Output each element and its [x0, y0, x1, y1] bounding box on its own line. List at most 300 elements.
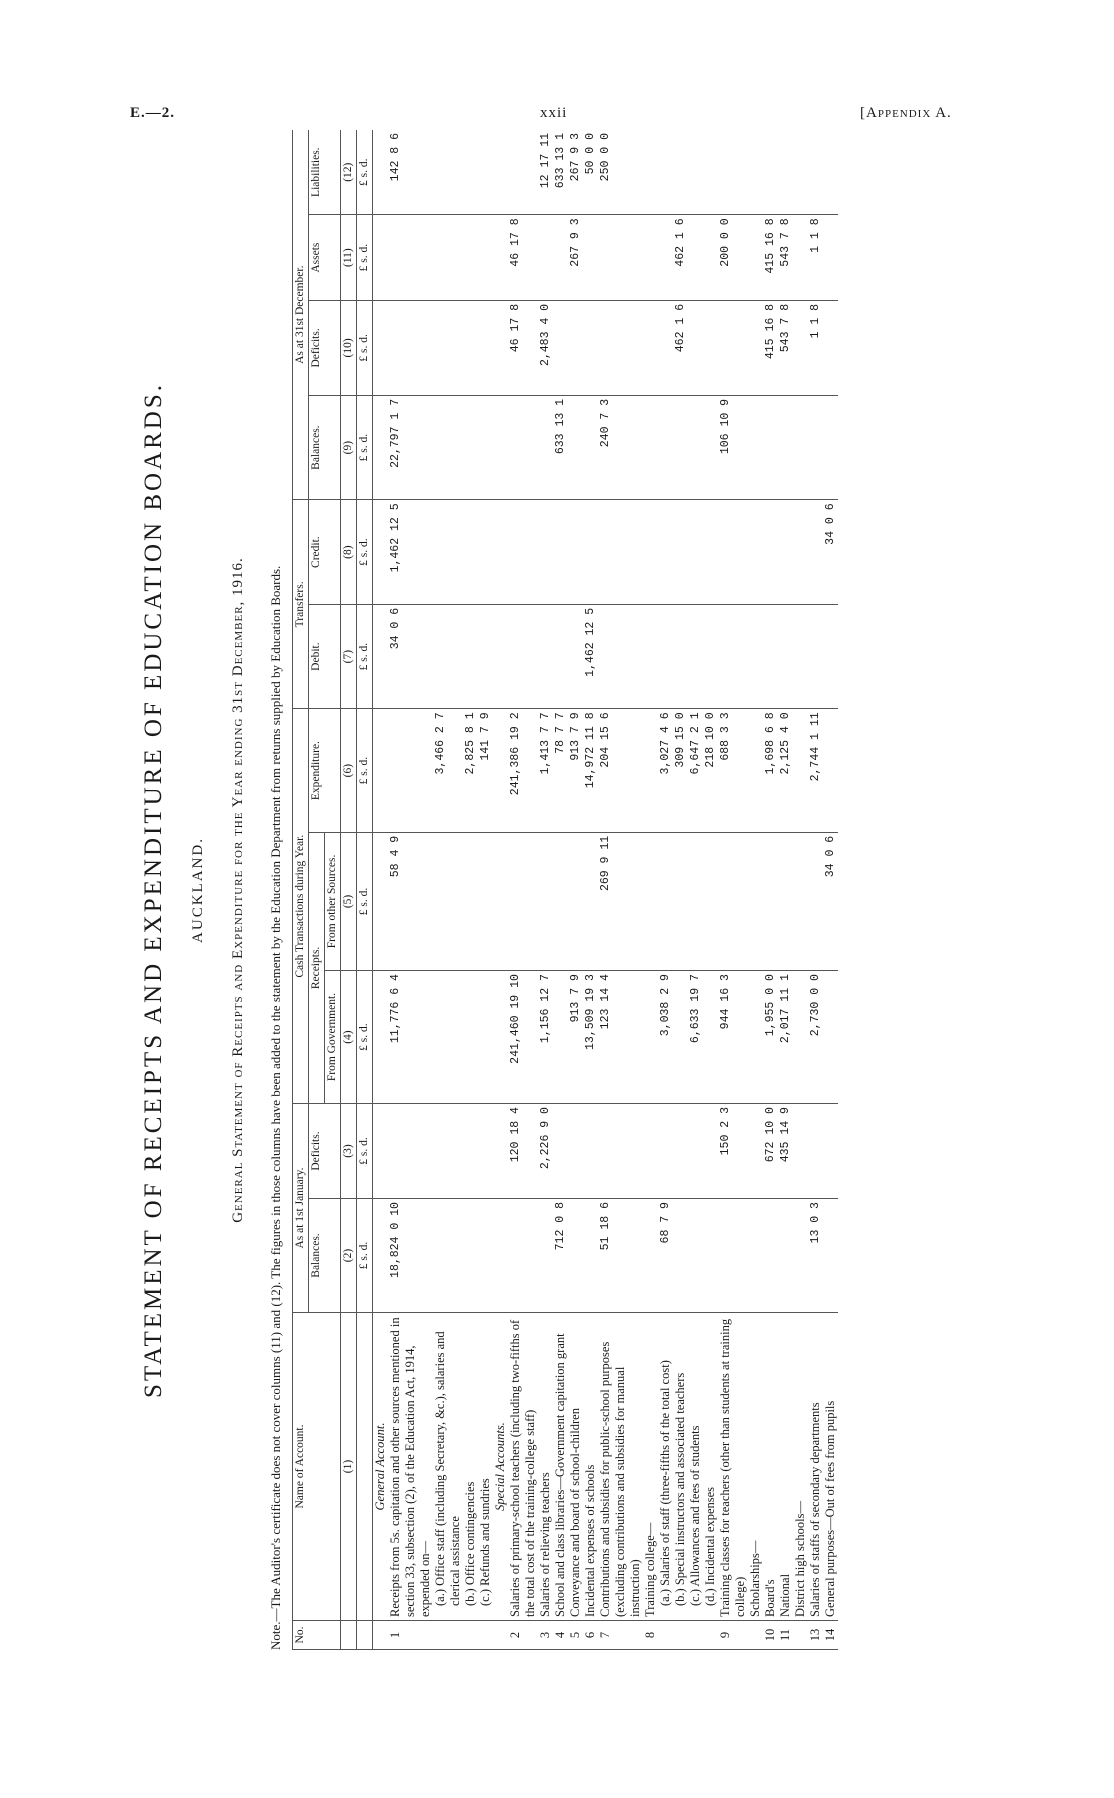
unit-cell: £ s. d. [357, 832, 373, 970]
account-name: (b.) Special instructors and associated teachers [673, 1313, 688, 1621]
amount-c5 [433, 832, 463, 970]
table-row [643, 130, 658, 1650]
amount-c3 [478, 1104, 493, 1199]
amount-c4: 6,633 19 7 [688, 971, 703, 1104]
amount-c8 [433, 500, 463, 604]
amount-c12: 50 0 0 [583, 130, 598, 215]
amount-c4: 1,955 0 0 [763, 971, 778, 1104]
amount-c3 [688, 1104, 703, 1199]
group-jan: As at 1st January. [293, 1104, 309, 1313]
amount-c9 [688, 395, 703, 499]
amount-c5 [763, 832, 778, 970]
amount-c2 [718, 1199, 748, 1313]
unit-cell: £ s. d. [357, 709, 373, 832]
account-name: Training college— [643, 1313, 658, 1621]
row-number: 13 [808, 1621, 823, 1650]
table-row [718, 130, 748, 1650]
amount-c11 [478, 215, 493, 301]
amount-c7 [673, 604, 688, 708]
unit-cell: £ s. d. [357, 604, 373, 708]
col-num: (6) [341, 709, 357, 832]
amount-c11: 46 17 8 [508, 215, 538, 301]
amount-c2 [793, 1199, 808, 1313]
amount-c2: 13 0 3 [808, 1199, 823, 1313]
col-num: (10) [341, 300, 357, 395]
col-num: (7) [341, 604, 357, 708]
row-number: 11 [778, 1621, 793, 1650]
amount-c6 [388, 709, 433, 832]
amount-c12: 267 9 3 [568, 130, 583, 215]
table-row [493, 130, 508, 1650]
amount-c12 [793, 130, 808, 215]
amount-c7 [658, 604, 673, 708]
amount-c5 [718, 832, 748, 970]
account-name: (b.) Office contingencies [463, 1313, 478, 1621]
amount-c7 [493, 604, 508, 708]
amount-c7 [373, 604, 389, 708]
amount-c6: 3,466 2 7 [433, 709, 463, 832]
amount-c3: 120 18 4 [508, 1104, 538, 1199]
amount-c10 [823, 300, 838, 395]
amount-c4 [478, 971, 493, 1104]
amount-c6 [823, 709, 838, 832]
amount-c11 [553, 215, 568, 301]
amount-c7 [508, 604, 538, 708]
account-name: (a.) Office staff (including Secretary, &c.), salaries and clerical assistance [433, 1313, 463, 1621]
unit-cell: £ s. d. [357, 1199, 373, 1313]
amount-c6: 14,972 11 8 [583, 709, 598, 832]
amount-c8 [778, 500, 793, 604]
amount-c12 [763, 130, 778, 215]
amount-c8 [583, 500, 598, 604]
table-row [673, 130, 688, 1650]
amount-c8 [808, 500, 823, 604]
amount-c4 [493, 971, 508, 1104]
amount-c12: 250 0 0 [598, 130, 643, 215]
row-number [463, 1621, 478, 1650]
amount-c11 [658, 215, 673, 301]
amount-c3: 435 14 9 [778, 1104, 793, 1199]
amount-c10: 1 1 8 [808, 300, 823, 395]
amount-c12 [478, 130, 493, 215]
amount-c6 [373, 709, 389, 832]
amount-c6: 1,698 6 8 [763, 709, 778, 832]
amount-c9 [658, 395, 673, 499]
col-5: From other Sources. [325, 832, 341, 970]
amount-c12 [688, 130, 703, 215]
col-num: (5) [341, 832, 357, 970]
amount-c10 [553, 300, 568, 395]
amount-c10 [463, 300, 478, 395]
row-number [748, 1621, 763, 1650]
amount-c2 [538, 1199, 553, 1313]
account-name: (c.) Refunds and sundries [478, 1313, 493, 1621]
amount-c11 [688, 215, 703, 301]
amount-c11 [538, 215, 553, 301]
statement-subtitle: General Statement of Receipts and Expenditure for the Year ending 31st December, 1916. [230, 557, 246, 1223]
amount-c2 [463, 1199, 478, 1313]
amount-c11 [748, 215, 763, 301]
table-row [373, 130, 389, 1650]
amount-c5 [793, 832, 808, 970]
row-number [673, 1621, 688, 1650]
account-name: General Account. [373, 1313, 389, 1621]
amount-c3 [553, 1104, 568, 1199]
account-name: Special Accounts. [493, 1313, 508, 1621]
account-name: Training classes for teachers (other than students at training college) [718, 1313, 748, 1621]
document-title: STATEMENT OF RECEIPTS AND EXPENDITURE OF EDUCATION BOARDS. [140, 381, 167, 1399]
amount-c10: 415 16 8 [763, 300, 778, 395]
amount-c7 [763, 604, 778, 708]
amount-c6: 2,825 8 1 [463, 709, 478, 832]
amount-c9 [823, 395, 838, 499]
amount-c4 [553, 971, 568, 1104]
row-number [703, 1621, 718, 1650]
amount-c8 [598, 500, 643, 604]
amount-c9: 633 13 1 [553, 395, 568, 499]
amount-c2 [373, 1199, 389, 1313]
row-number: 4 [553, 1621, 568, 1650]
unit-cell: £ s. d. [357, 500, 373, 604]
amount-c11 [823, 215, 838, 301]
amount-c10 [658, 300, 673, 395]
unit-cell: £ s. d. [357, 130, 373, 215]
col-4: From Government. [325, 971, 341, 1104]
amount-c2: 51 18 6 [598, 1199, 643, 1313]
unit-cell: £ s. d. [357, 1104, 373, 1199]
amount-c8 [553, 500, 568, 604]
amount-c3 [748, 1104, 763, 1199]
amount-c8 [643, 500, 658, 604]
amount-c8: 34 0 6 [823, 500, 838, 604]
account-name: (d.) Incidental expenses [703, 1313, 718, 1621]
row-number [658, 1621, 673, 1650]
unit-cell: £ s. d. [357, 971, 373, 1104]
amount-c3 [583, 1104, 598, 1199]
col-9: Balances. [309, 395, 341, 499]
amount-c7 [793, 604, 808, 708]
group-transfers: Transfers. [293, 500, 309, 709]
table-row [478, 130, 493, 1650]
table-row [688, 130, 703, 1650]
amount-c8 [463, 500, 478, 604]
amount-c3 [598, 1104, 643, 1199]
amount-c3 [658, 1104, 673, 1199]
amount-c11: 267 9 3 [568, 215, 583, 301]
amount-c4 [673, 971, 688, 1104]
amount-c12 [778, 130, 793, 215]
amount-c12 [673, 130, 688, 215]
unit-cell: £ s. d. [357, 300, 373, 395]
amount-c11 [703, 215, 718, 301]
account-name: Scholarships— [748, 1313, 763, 1621]
col-num: (3) [341, 1104, 357, 1199]
account-name: (a.) Salaries of staff (three-fifths of the total cost) [658, 1313, 673, 1621]
amount-c8 [718, 500, 748, 604]
table-row [748, 130, 763, 1650]
amount-c9 [778, 395, 793, 499]
amount-c7 [808, 604, 823, 708]
amount-c8 [373, 500, 389, 604]
amount-c8 [748, 500, 763, 604]
amount-c3 [388, 1104, 433, 1199]
amount-c9 [538, 395, 553, 499]
amount-c6: 688 3 3 [718, 709, 748, 832]
amount-c4 [823, 971, 838, 1104]
amount-c3 [808, 1104, 823, 1199]
amount-c12: 633 13 1 [553, 130, 568, 215]
row-number [433, 1621, 463, 1650]
row-number [793, 1621, 808, 1650]
row-number: 10 [763, 1621, 778, 1650]
amount-c10 [493, 300, 508, 395]
col-no: No. [293, 1621, 341, 1650]
amount-c8 [508, 500, 538, 604]
amount-c3 [373, 1104, 389, 1199]
amount-c11 [463, 215, 478, 301]
group-cash: Cash Transactions during Year. [293, 709, 309, 1104]
row-number: 5 [568, 1621, 583, 1650]
amount-c9 [673, 395, 688, 499]
amount-c10 [703, 300, 718, 395]
amount-c2 [673, 1199, 688, 1313]
table-row [808, 130, 823, 1650]
amount-c10 [718, 300, 748, 395]
amount-c9: 22,797 1 7 [388, 395, 433, 499]
col-name: Name of Account. [293, 1313, 341, 1621]
amount-c10 [373, 300, 389, 395]
amount-c4 [703, 971, 718, 1104]
account-name: District high schools— [793, 1313, 808, 1621]
table-row [598, 130, 643, 1650]
amount-c4 [793, 971, 808, 1104]
amount-c3 [823, 1104, 838, 1199]
amount-c6: 78 7 7 [553, 709, 568, 832]
row-number: 2 [508, 1621, 538, 1650]
unit-cell [357, 1313, 373, 1621]
amount-c4 [433, 971, 463, 1104]
amount-c2 [493, 1199, 508, 1313]
amount-c5 [373, 832, 389, 970]
col-num: (2) [341, 1199, 357, 1313]
amount-c4: 13,509 19 3 [583, 971, 598, 1104]
amount-c11 [583, 215, 598, 301]
amount-c4: 123 14 4 [598, 971, 643, 1104]
col-num [341, 1621, 357, 1650]
amount-c3 [673, 1104, 688, 1199]
col-6: Expenditure. [309, 709, 341, 832]
page-code: E.—2. [130, 105, 176, 121]
amount-c6 [748, 709, 763, 832]
col-12: Liabilities. [309, 130, 341, 215]
amount-c7 [568, 604, 583, 708]
amount-c8 [688, 500, 703, 604]
amount-c11 [493, 215, 508, 301]
table-row [553, 130, 568, 1650]
amount-c6: 141 7 9 [478, 709, 493, 832]
amount-c3 [793, 1104, 808, 1199]
amount-c2 [703, 1199, 718, 1313]
account-name: General purposes—Out of fees from pupils [823, 1313, 838, 1621]
amount-c10: 462 1 6 [673, 300, 688, 395]
amount-c9 [433, 395, 463, 499]
amount-c12 [508, 130, 538, 215]
amount-c5: 58 4 9 [388, 832, 433, 970]
amount-c7: 1,462 12 5 [583, 604, 598, 708]
amount-c10 [748, 300, 763, 395]
col-num: (9) [341, 395, 357, 499]
amount-c7 [823, 604, 838, 708]
region-heading: AUCKLAND. [190, 837, 206, 943]
table-row [763, 130, 778, 1650]
amount-c5 [493, 832, 508, 970]
col-7: Debit. [309, 604, 341, 708]
amount-c3 [463, 1104, 478, 1199]
col-num: (4) [341, 971, 357, 1104]
account-name: Board's [763, 1313, 778, 1621]
amount-c2 [823, 1199, 838, 1313]
amount-c5: 34 0 6 [823, 832, 838, 970]
unit-cell: £ s. d. [357, 215, 373, 301]
row-number: 8 [643, 1621, 658, 1650]
amount-c11 [598, 215, 643, 301]
amount-c6 [493, 709, 508, 832]
col-num: (1) [341, 1313, 357, 1621]
amount-c11 [433, 215, 463, 301]
table-row [583, 130, 598, 1650]
amount-c2 [643, 1199, 658, 1313]
page-number: xxii [540, 105, 568, 121]
amount-c12 [373, 130, 389, 215]
amount-c9 [808, 395, 823, 499]
amount-c10 [598, 300, 643, 395]
amount-c10: 46 17 8 [508, 300, 538, 395]
amount-c3 [643, 1104, 658, 1199]
amount-c3: 672 10 0 [763, 1104, 778, 1199]
table-row [823, 130, 838, 1650]
amount-c10 [583, 300, 598, 395]
account-name: School and class libraries—Government capitation grant [553, 1313, 568, 1621]
amount-c5 [748, 832, 763, 970]
table-row [508, 130, 538, 1650]
amount-c9 [478, 395, 493, 499]
amount-c6: 2,125 4 0 [778, 709, 793, 832]
amount-c4: 241,460 19 10 [508, 971, 538, 1104]
table-body [373, 130, 839, 1650]
amount-c6: 2,744 1 11 [808, 709, 823, 832]
amount-c12 [433, 130, 463, 215]
amount-c3 [433, 1104, 463, 1199]
amount-c2 [568, 1199, 583, 1313]
amount-c9 [583, 395, 598, 499]
amount-c7 [538, 604, 553, 708]
col-num: (8) [341, 500, 357, 604]
col-num: (11) [341, 215, 357, 301]
amount-c8 [793, 500, 808, 604]
amount-c9 [748, 395, 763, 499]
account-name: Contributions and subsidies for public-school purposes (excluding contributions and subsidies for manual instruction) [598, 1313, 643, 1621]
amount-c2: 18,824 0 10 [388, 1199, 433, 1313]
amount-c11 [388, 215, 433, 301]
amount-c2 [478, 1199, 493, 1313]
amount-c6: 218 10 0 [703, 709, 718, 832]
row-number: 3 [538, 1621, 553, 1650]
amount-c5 [538, 832, 553, 970]
amount-c12: 142 8 6 [388, 130, 433, 215]
auditor-note: Note.—The Auditor's certificate does not cover columns (11) and (12). The figures in those columns have been added to the statement by the Education Department from returns supplied by Education Boards. [268, 565, 283, 1650]
amount-c5 [478, 832, 493, 970]
amount-c4: 944 16 3 [718, 971, 748, 1104]
amount-c12 [748, 130, 763, 215]
amount-c9 [508, 395, 538, 499]
amount-c9 [463, 395, 478, 499]
amount-c2: 68 7 9 [658, 1199, 673, 1313]
amount-c2 [778, 1199, 793, 1313]
group-dec: As at 31st December. [293, 130, 309, 500]
amount-c8 [568, 500, 583, 604]
amount-c6: 1,413 7 7 [538, 709, 553, 832]
amount-c11 [373, 215, 389, 301]
amount-c10 [433, 300, 463, 395]
account-name: Salaries of primary-school teachers (including two-fifths of the total cost of the training-college staff) [508, 1313, 538, 1621]
amount-c11 [793, 215, 808, 301]
amount-c10 [688, 300, 703, 395]
account-name: Incidental expenses of schools [583, 1313, 598, 1621]
amount-c11: 200 0 0 [718, 215, 748, 301]
amount-c2 [688, 1199, 703, 1313]
amount-c12 [463, 130, 478, 215]
amount-c6 [643, 709, 658, 832]
amount-c4: 2,730 0 0 [808, 971, 823, 1104]
amount-c12 [643, 130, 658, 215]
amount-c5 [643, 832, 658, 970]
amount-c10 [478, 300, 493, 395]
row-number: 6 [583, 1621, 598, 1650]
amount-c8 [538, 500, 553, 604]
table-row [793, 130, 808, 1650]
amount-c5 [688, 832, 703, 970]
amount-c6: 309 15 0 [673, 709, 688, 832]
amount-c6: 3,027 4 6 [658, 709, 673, 832]
amount-c9: 106 10 9 [718, 395, 748, 499]
amount-c7: 34 0 6 [388, 604, 433, 708]
amount-c3 [568, 1104, 583, 1199]
amount-c5 [658, 832, 673, 970]
unit-cell [357, 1621, 373, 1650]
amount-c8 [658, 500, 673, 604]
amount-c10 [793, 300, 808, 395]
account-name: (c.) Allowances and fees of students [688, 1313, 703, 1621]
amount-c10 [568, 300, 583, 395]
table-row [538, 130, 553, 1650]
amount-c7 [748, 604, 763, 708]
account-name: Receipts from 5s. capitation and other sources mentioned in section 33, subsection (2), of the Education Act, 1914, expended on— [388, 1313, 433, 1621]
amount-c5 [463, 832, 478, 970]
unit-cell: £ s. d. [357, 395, 373, 499]
amount-c5 [778, 832, 793, 970]
amount-c7 [463, 604, 478, 708]
col-11: Assets [309, 215, 341, 301]
amount-c12 [493, 130, 508, 215]
amount-c5 [703, 832, 718, 970]
amount-c12 [658, 130, 673, 215]
amount-c11 [643, 215, 658, 301]
col-8: Credit. [309, 500, 341, 604]
amount-c5 [553, 832, 568, 970]
amount-c9 [763, 395, 778, 499]
row-number [493, 1621, 508, 1650]
amount-c5 [508, 832, 538, 970]
